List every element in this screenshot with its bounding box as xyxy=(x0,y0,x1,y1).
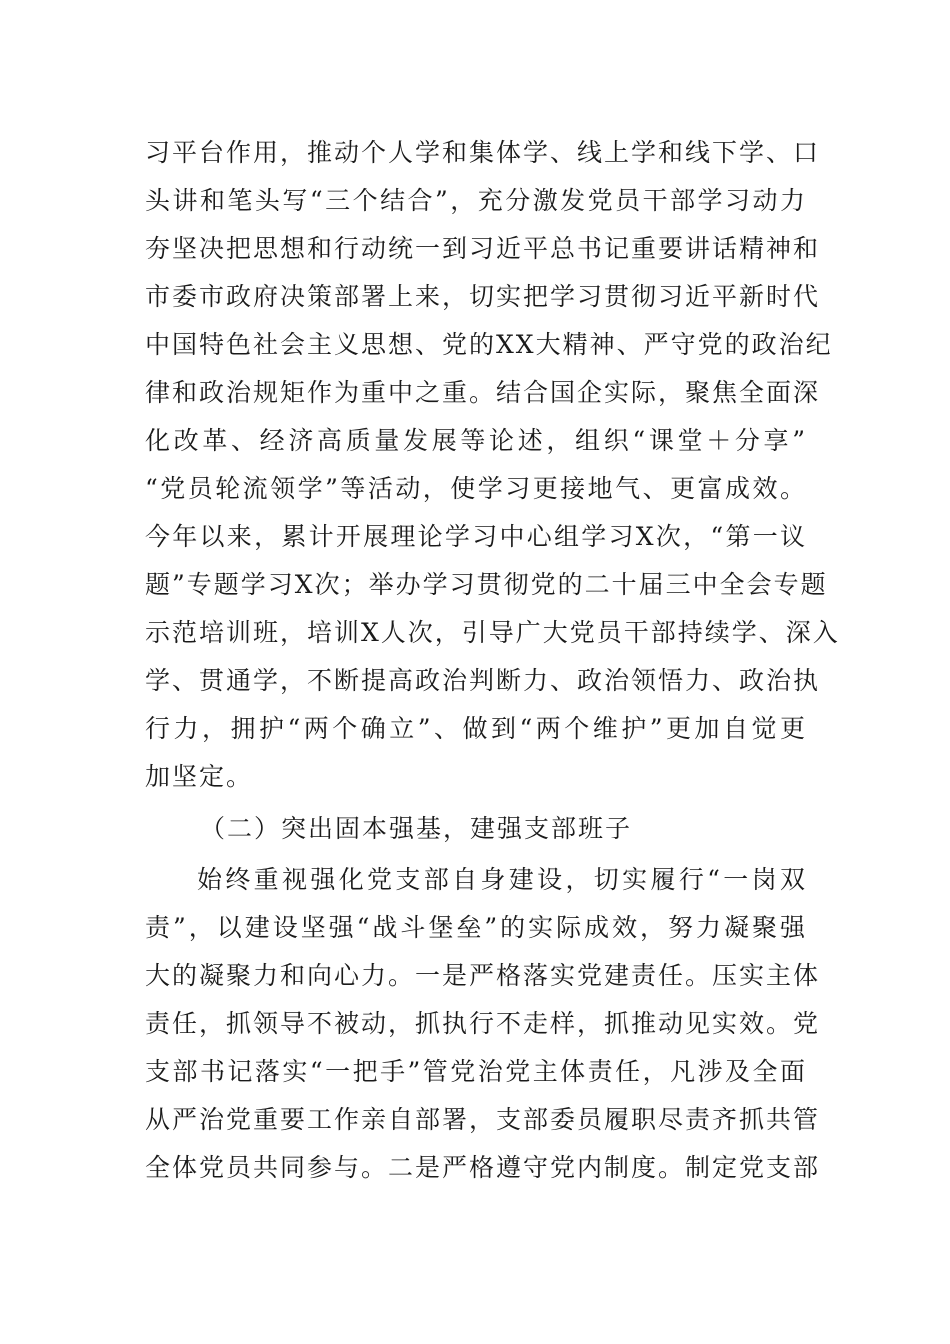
paragraph-line: 习平台作用，推动个人学和集体学、线上学和线下学、口 xyxy=(145,138,821,167)
paragraph-line: 律和政治规矩作为重中之重。结合国企实际，聚焦全面深 xyxy=(145,378,821,407)
paragraph-line: 始终重视强化党支部自身建设，切实履行“一岗双 xyxy=(197,865,807,894)
paragraph-line: 题”专题学习X次；举办学习贯彻党的二十届三中全会专题 xyxy=(145,570,828,599)
paragraph-line: 大的凝聚力和向心力。一是严格落实党建责任。压实主体 xyxy=(145,961,821,990)
paragraph-line: 加坚定。 xyxy=(145,762,254,791)
section-heading: （二）突出固本强基，建强支部班子 xyxy=(200,814,633,843)
paragraph-line: 今年以来，累计开展理论学习中心组学习X次，“第一议 xyxy=(145,522,807,551)
paragraph-line: 支部书记落实“一把手”管党治党主体责任，凡涉及全面 xyxy=(145,1057,807,1086)
paragraph-line: “党员轮流领学”等活动，使学习更接地气、更富成效。 xyxy=(145,474,807,503)
paragraph-line: 夯坚决把思想和行动统一到习近平总书记重要讲话精神和 xyxy=(145,234,821,263)
paragraph-line: 中国特色社会主义思想、党的XX大精神、严守党的政治纪 xyxy=(145,330,833,359)
paragraph-line: 责”，以建设坚强“战斗堡垒”的实际成效，努力凝聚强 xyxy=(145,913,807,942)
paragraph-line: 化改革、经济高质量发展等论述，组织“课堂＋分享” xyxy=(145,426,807,455)
paragraph-line: 全体党员共同参与。二是严格遵守党内制度。制定党支部 xyxy=(145,1153,821,1182)
paragraph-line: 从严治党重要工作亲自部署，支部委员履职尽责齐抓共管 xyxy=(145,1105,821,1134)
paragraph-line: 示范培训班，培训X人次，引导广大党员干部持续学、深入 xyxy=(145,618,840,647)
paragraph-line: 责任，抓领导不被动，抓执行不走样，抓推动见实效。党 xyxy=(145,1009,821,1038)
paragraph-line: 市委市政府决策部署上来，切实把学习贯彻习近平新时代 xyxy=(145,282,821,311)
paragraph-line: 行力，拥护“两个确立”、做到“两个维护”更加自觉更 xyxy=(145,714,807,743)
paragraph-line: 学、贯通学，不断提高政治判断力、政治领悟力、政治执 xyxy=(145,666,821,695)
paragraph-line: 头讲和笔头写“三个结合”，充分激发党员干部学习动力 xyxy=(145,186,807,215)
